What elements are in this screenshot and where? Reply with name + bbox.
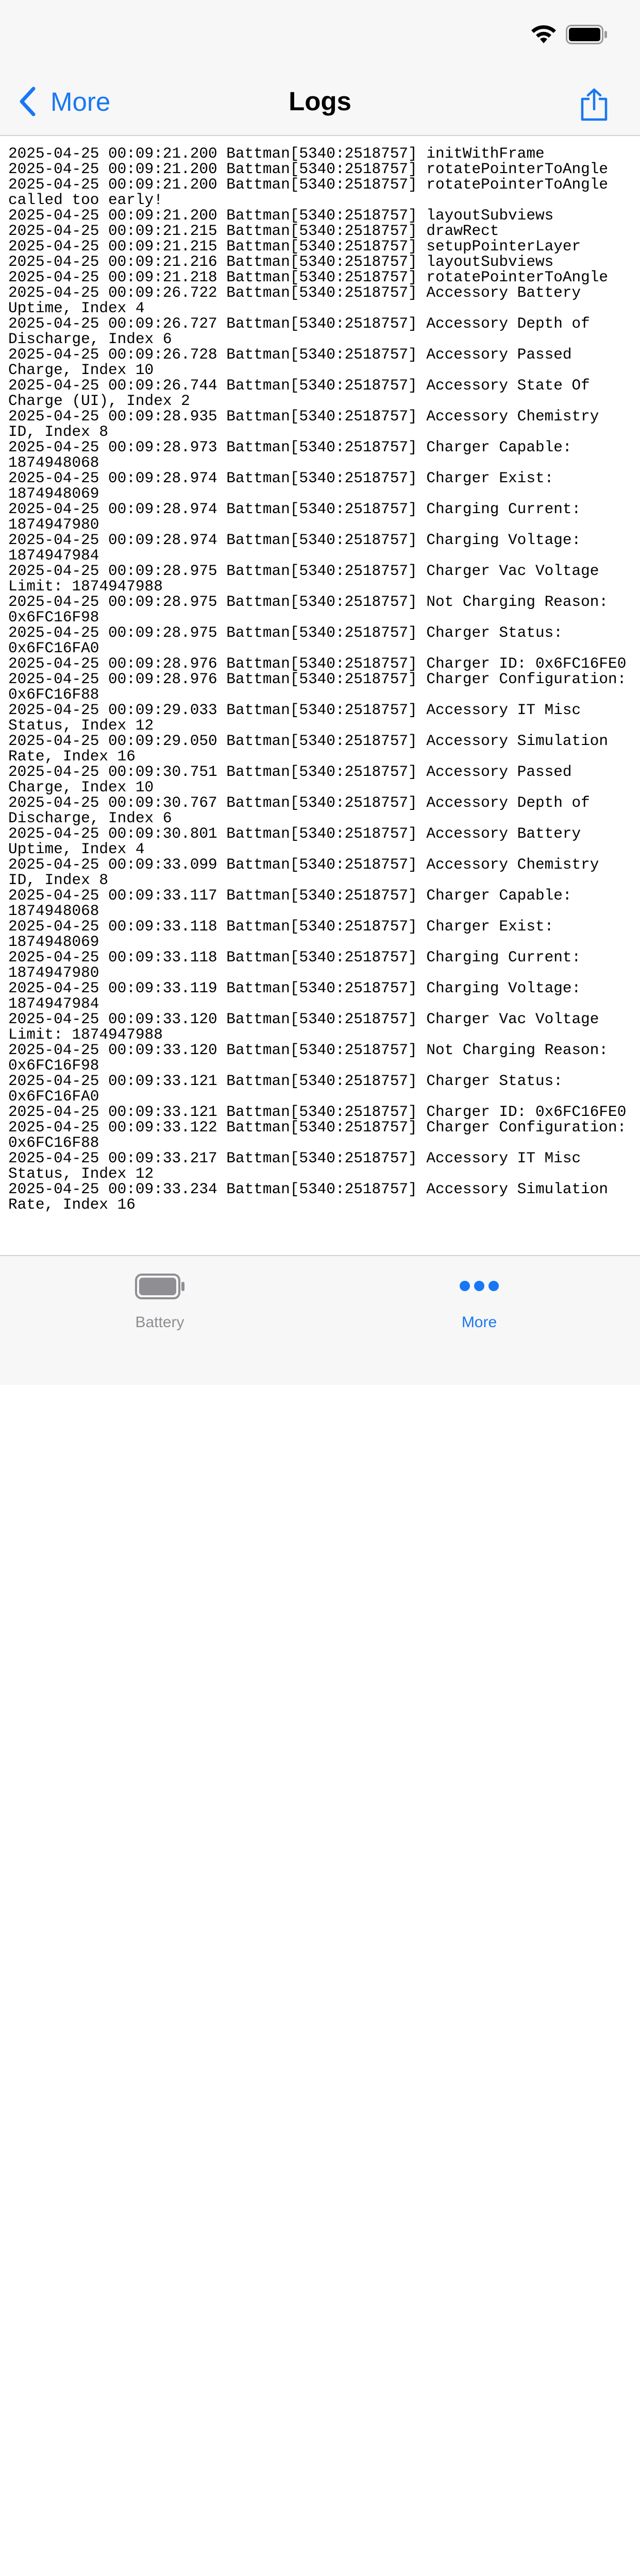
tab-more[interactable] <box>402 1256 557 1338</box>
battery-icon <box>566 25 608 44</box>
share-icon[interactable] <box>579 88 609 122</box>
more-icon <box>459 1279 500 1293</box>
wifi-icon <box>530 23 558 44</box>
tab-bar <box>0 1255 640 1385</box>
status-bar <box>0 0 640 68</box>
tab-more-label: More <box>461 1314 497 1331</box>
navigation-bar <box>0 68 640 136</box>
back-button-label: More <box>50 87 111 116</box>
battery-icon <box>135 1274 186 1299</box>
tab-battery-label: Battery <box>135 1314 184 1331</box>
tab-battery[interactable] <box>82 1256 237 1338</box>
log-text-view[interactable]: 2025-04-25 00:09:21.200 Battman[5340:2518757] initWithFrame 2025-04-25 00:09:21.200 Battman[5340:2518757] rotatePointerToAngle 2025-04-25 00:09:21.200 Battman[5340:2518757] rotatePointerToAngle called too early! 2025-04-25 00:09:21.200 Battman[5340:2518757] layoutSubviews 2025-04-25 00:09:21.215 Battman[5340:2518757] drawRect 2025-04-25 00:09:21.215 Battman[5340:2518757] setupPointerLayer 2025-04-25 00:09:21.216 Battman[5340:2518757] layoutSubviews 2025-04-25 00:09:21.218 Battman[5340:2518757] rotatePointerToAngle 2025-04-25 00:09:26.722 Battman[5340:2518757] Accessory Battery Uptime, Index 4 2025-04-25 00:09:26.727 Battman[5340:2518757] Accessory Depth of Discharge, Index 6 2025-04-25 00:09:26.728 Battman[5340:2518757] Accessory Passed Charge, Index 10 2025-04-25 00:09:26.744 Battman[5340:2518757] Accessory State Of Charge (UI), Index 2 2025-04-25 00:09:28.935 Battman[5340:2518757] Accessory Chemistry ID, Index 8 2025-04-25 00:09:28.973 Battman[5340:2518757] Charger Capable: 1874948068 2025-04-25 00:09:28.974 Battman[5340:2518757] Charger Exist: 1874948069 2025-04-25 00:09:28.974 Battman[5340:2518757] Charging Current: 1874947980 2025-04-25 00:09:28.974 Battman[5340:2518757] Charging Voltage: 1874947984 2025-04-25 00:09:28.975 Battman[5340:2518757] Charger Vac Voltage Limit: 1874947988 2025-04-25 00:09:28.975 Battman[5340:2518757] Not Charging Reason: 0x6FC16F98 2025-04-25 00:09:28.975 Battman[5340:2518757] Charger Status: 0x6FC16FA0 2025-04-25 00:09:28.976 Battman[5340:2518757] Charger ID: 0x6FC16FE0 2025-04-25 00:09:28.976 Battman[5340:2518757] Charger Configuration: 0x6FC16F88 2025-04-25 00:09:29.033 Battman[5340:2518757] Accessory IT Misc Status, Index 12 2025-04-25 00:09:29.050 Battman[5340:2518757] Accessory Simulation Rate, Index 16 2025-04-25 00:09:30.751 Battman[5340:2518757] Accessory Passed Charge, Index 10 2025-04-25 00:09:30.767 Battman[5340:2518757] Accessory Depth of Discharge, Index 6 2025-04-25 00:09:30.801 Battman[5340:2518757] Accessory Battery Uptime, Index 4 2025-04-25 00:09:33.099 Battman[5340:2518757] Accessory Chemistry ID, Index 8 2025-04-25 00:09:33.117 Battman[5340:2518757] Charger Capable: 1874948068 2025-04-25 00:09:33.118 Battman[5340:2518757] Charger Exist: 1874948069 2025-04-25 00:09:33.118 Battman[5340:2518757] Charging Current: 1874947980 2025-04-25 00:09:33.119 Battman[5340:2518757] Charging Voltage: 1874947984 2025-04-25 00:09:33.120 Battman[5340:2518757] Charger Vac Voltage Limit: 1874947988 2025-04-25 00:09:33.120 Battman[5340:2518757] Not Charging Reason: 0x6FC16F98 2025-04-25 00:09:33.121 Battman[5340:2518757] Charger Status: 0x6FC16FA0 2025-04-25 00:09:33.121 Battman[5340:2518757] Charger ID: 0x6FC16FE0 2025-04-25 00:09:33.122 Battman[5340:2518757] Charger Configuration: 0x6FC16F88 2025-04-25 00:09:33.217 Battman[5340:2518757] Accessory IT Misc Status, Index 12 2025-04-25 00:09:33.234 Battman[5340:2518757] Accessory Simulation Rate, Index 16 <box>8 145 627 1213</box>
page-title: Logs <box>289 87 351 116</box>
